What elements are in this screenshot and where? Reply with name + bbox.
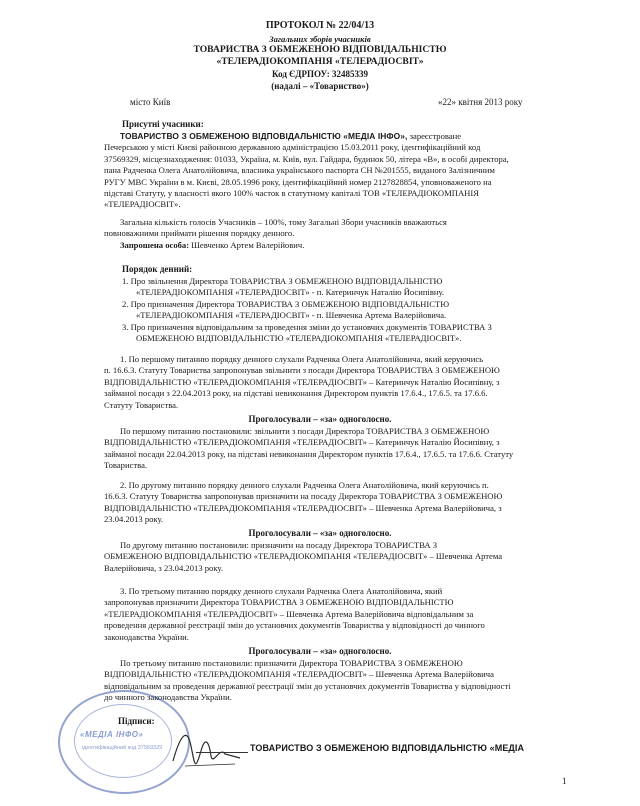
company-name-line1: ТОВАРИСТВА З ОБМЕЖЕНОЮ ВІДПОВІДАЛЬНІСТЮ xyxy=(193,44,447,55)
participants-paragraph: ТОВАРИСТВО З ОБМЕЖЕНОЮ ВІДПОВІДАЛЬНІСТЮ «МЕДІА ІНФО», зареєстроване Печерською у місті Києві районною державною адміністрацією 15.03.2011 року, ідентифікаційний код 37569329, місцезнаходження: 01033, Україна, м. Київ, вул. Гайдара, будинок 50, літера «В», в особі директора, пана Радченка Олега Анатолійовича, власника українського паспорта СН №201555, виданого Залізничним РУГУ МВС України в м. Києві, 28.05.1996 року, ідентифікаційний номер 2127828854, уповноваженого на підставі Статуту, у власності якого 100% часток в статутному капіталі ТОВ «ТЕЛЕРАДІОКОМПАНІЯ «ТЕЛЕРАДІОСВІТ». xyxy=(104,131,509,210)
company-name-line2: «ТЕЛЕРАДІОКОМПАНІЯ «ТЕЛЕРАДІОСВІТ» xyxy=(216,56,424,67)
signatures-label: Підписи: xyxy=(118,716,155,726)
place: місто Київ xyxy=(130,97,171,107)
agenda-heading: Порядок денний: xyxy=(122,264,193,274)
question-1-decision: По першому питанню постановили: звільнити з посади Директора ТОВАРИСТВА З ОБМЕЖЕНОЮ ВІДПОВІДАЛЬНІСТЮ «ТЕЛЕРАДІОКОМПАНІЯ «ТЕЛЕРАДІОСВІТ» – Катеринчук Наталію Йосипівну, з займаної посади 22.04.2013 року, на підставі невиконання Директором пунктів 17.6.4., 17.6.5. та 17.6.6. Статуту Товариства. xyxy=(104,426,514,471)
handwritten-signature xyxy=(165,716,245,776)
agenda-list: 1. Про звільнення Директора ТОВАРИСТВА З ОБМЕЖЕНОЮ ВІДПОВІДАЛЬНІСТЮ «ТЕЛЕРАДІОКОМПАНІЯ «ТЕЛЕРАДІОСВІТ» - п. Катеринчук Наталію Йосипівну. 2. Про призначення Директора ТОВАРИСТВА З ОБМЕЖЕНОЮ ВІДПОВІДАЛЬНІСТЮ «ТЕЛЕРАДІОКОМПАНІЯ «ТЕЛЕРАДІОСВІТ» - п. Шевченка Артема Валерійовича. 3. Про призначення відповідальним за проведення зміни до установчих документів ТОВАРИСТВА З ОБМЕЖЕНОЮ ВІДПОВІДАЛЬНІСТЮ «ТЕЛЕРАДІОКОМПАНІЯ «ТЕЛЕРАДІОСВІТ». xyxy=(122,276,574,344)
question-3-voted: Проголосували – «за» одноголосно. xyxy=(248,646,392,656)
question-1-paragraph: 1. По першому питанню порядку денного слухали Радченка Олега Анатолійовича, який керуючись п. 16.6.3. Статуту Товариства запропонував звільнити з посади Директора ТОВАРИСТВА З ОБМЕЖЕНОЮ ВІДПОВІДАЛЬНІСТЮ «ТЕЛЕРАДІОКОМПАНІЯ «ТЕЛЕРАДІОСВІТ» – Катеринчук Наталію Йосипівну, з займаної посади з 22.04.2013 року, на підставі невиконання Директором пунктів 17.6.4., 17.6.5. та 17.6.6. Статуту Товариства. xyxy=(104,354,500,410)
question-3-paragraph: 3. По третьому питанню порядку денного слухали Радченка Олега Анатолійовича, який запропонував призначити Директора ТОВАРИСТВА З ОБМЕЖЕНОЮ ВІДПОВІДАЛЬНІСТЮ «ТЕЛЕРАДІОКОМПАНІЯ «ТЕЛЕРАДІОСВІТ» – Шевченка Артема Валерійовича відповідальним за проведення державної реєстрації змін до установчих документів Товариства у відповідності до чинного законодавства України. xyxy=(104,586,485,642)
protocol-title: ПРОТОКОЛ № 22/04/13 xyxy=(265,20,375,31)
question-2-voted: Проголосували – «за» одноголосно. xyxy=(248,528,392,538)
question-3-decision: По третьому питанню постановили: призначити Директора ТОВАРИСТВА З ОБМЕЖЕНОЮ ВІДПОВІДАЛЬНІСТЮ «ТЕЛЕРАДІОКОМПАНІЯ «ТЕЛЕРАДІОСВІТ» – Шевченка Артема Валерійовича відповідальним за проведення державної реєстрації змін до установчих документів Товариства у відповідності до чинного законодавства України. xyxy=(104,658,511,703)
agenda-item-2: 2. Про призначення Директора ТОВАРИСТВА З ОБМЕЖЕНОЮ ВІДПОВІДАЛЬНІСТЮ xyxy=(122,298,450,309)
question-2-paragraph: 2. По другому питанню порядку денного слухали Радченка Олега Анатолійовича, який керуючись п. 16.6.3. Статуту Товариства запропонував призначити на посаду Директора ТОВАРИСТВА З ОБМЕЖЕНОЮ ВІДПОВІДАЛЬНІСТЮ «ТЕЛЕРАДІОКОМПАНІЯ «ТЕЛЕРАДІОСВІТ» – Шевченка Артема Валерійовича, з 23.04.2013 року. xyxy=(104,480,503,525)
agenda-item-1: 1. Про звільнення Директора ТОВАРИСТВА З ОБМЕЖЕНОЮ ВІДПОВІДАЛЬНІСТЮ xyxy=(122,276,443,286)
question-1-voted: Проголосували – «за» одноголосно. xyxy=(248,414,392,424)
page-number: 1 xyxy=(562,776,567,786)
participants-heading: Присутні учасники: xyxy=(122,119,204,129)
signature-line xyxy=(196,752,248,753)
invited-person: Запрошена особа: Шевченко Артем Валерійович. xyxy=(120,240,305,250)
protocol-subtitle: Загальних зборів учасників xyxy=(269,34,371,44)
company-code: Код ЄДРПОУ: 32485339 xyxy=(272,69,368,79)
signatory-company: ТОВАРИСТВО З ОБМЕЖЕНОЮ ВІДПОВІДАЛЬНІСТЮ «МЕДІА xyxy=(250,743,525,753)
question-2-decision: По другому питанню постановили: призначити на посаду Директора ТОВАРИСТВА З ОБМЕЖЕНОЮ ВІДПОВІДАЛЬНІСТЮ «ТЕЛЕРАДІОКОМПАНІЯ «ТЕЛЕРАДІОСВІТ» – Шевченка Артема Валерійовича, з 23.04.2013 року. xyxy=(104,540,503,573)
company-hereinafter: (надалі – «Товариство») xyxy=(271,81,369,91)
date: «22» квітня 2013 року xyxy=(438,97,523,107)
participant-company: ТОВАРИСТВО З ОБМЕЖЕНОЮ ВІДПОВІДАЛЬНІСТЮ «МЕДІА ІНФО», xyxy=(120,131,408,141)
stamp-subtext: ідентифікаційний код 37569329 xyxy=(82,745,163,751)
stamp-text: «МЕДІА ІНФО» xyxy=(80,730,144,739)
agenda-item-3: 3. Про призначення відповідальним за проведення зміни до установчих документів ТОВАРИСТВА З xyxy=(122,321,492,332)
votes-paragraph: Загальна кількість голосів Учасників – 100%, тому Загальні Збори учасників вважаються повноважними приймати рішення порядку денного. xyxy=(104,217,447,239)
